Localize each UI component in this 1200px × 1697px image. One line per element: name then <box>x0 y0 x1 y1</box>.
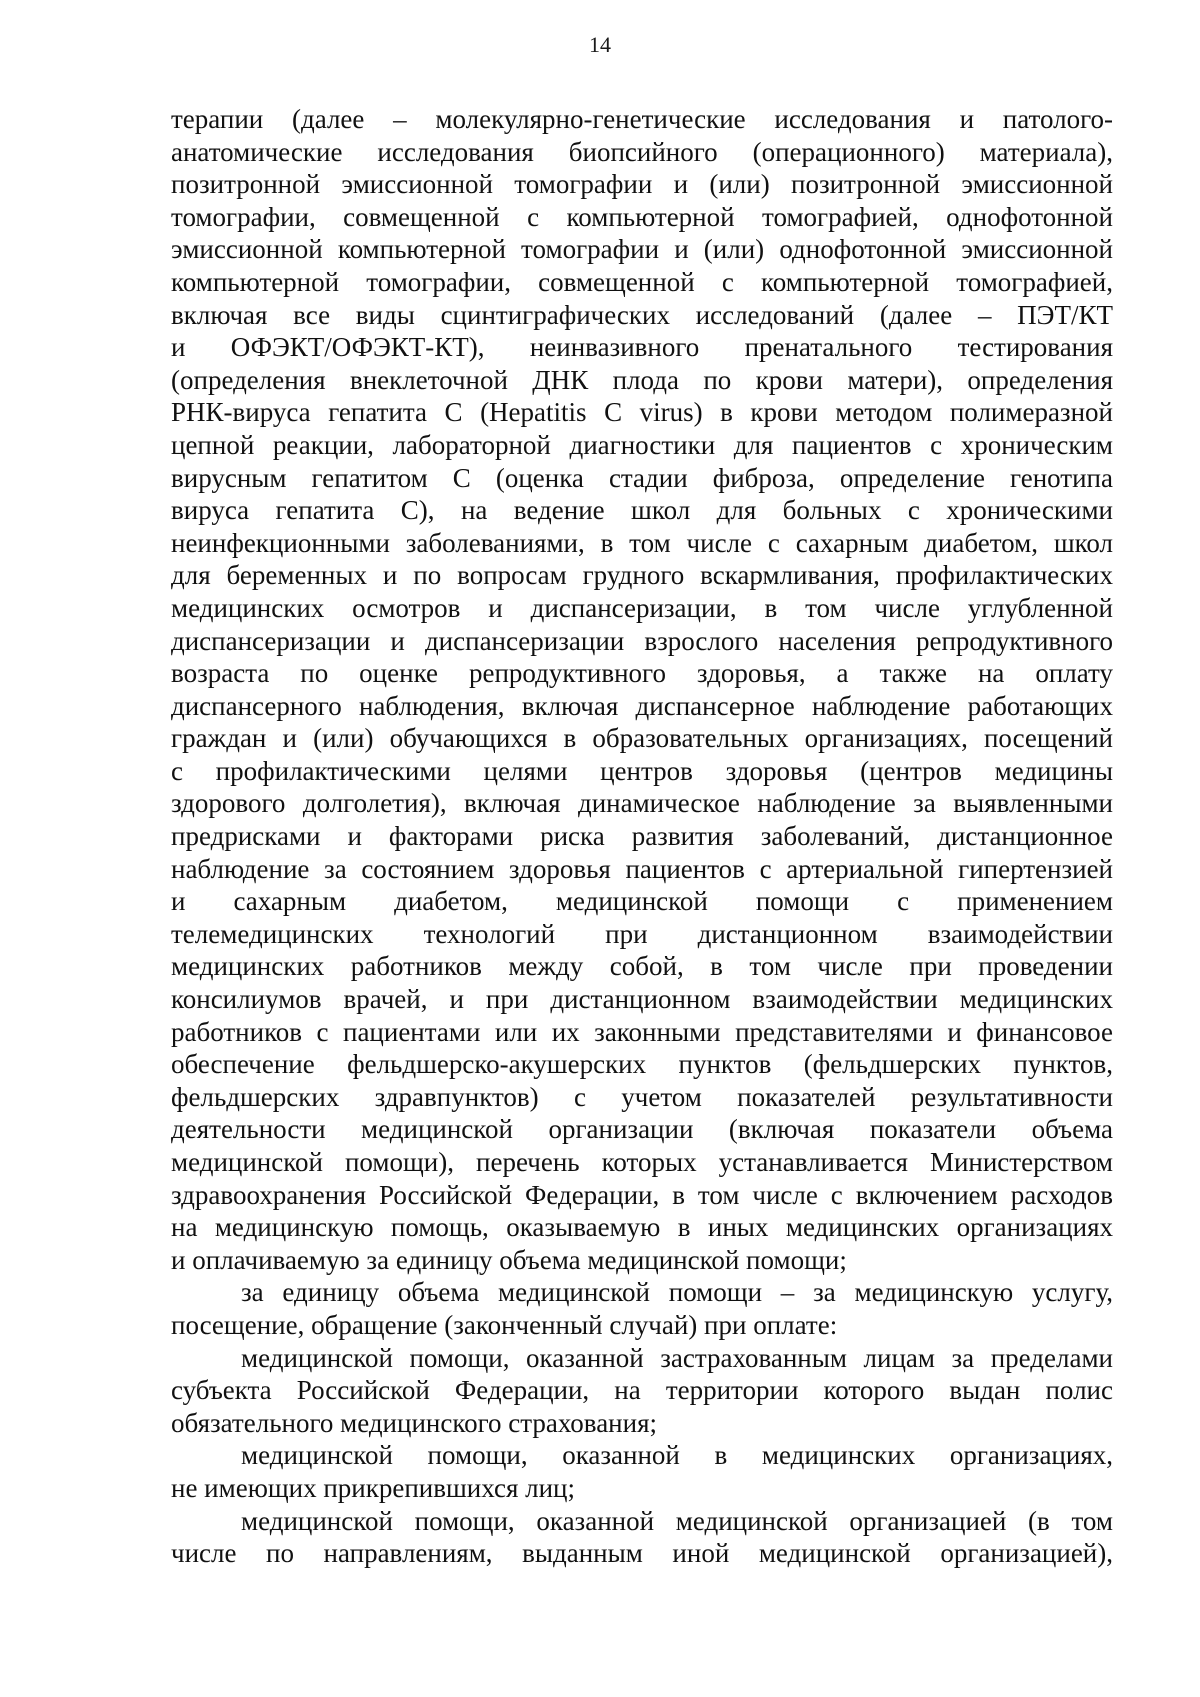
text-line: включая все виды сцинтиграфических исследований (далее – ПЭТ/КТ <box>171 299 1113 330</box>
text-line: медицинских осмотров и диспансеризации, в том числе углубленной <box>171 592 1113 623</box>
text-line: работников с пациентами или их законными представителями и финансовое <box>171 1016 1113 1047</box>
text-line: медицинской помощи, оказанной в медицинских организациях, <box>241 1440 1113 1471</box>
text-line: обеспечение фельдшерско-акушерских пунктов (фельдшерских пунктов, <box>171 1049 1113 1080</box>
text-line: эмиссионной компьютерной томографии и (или) однофотонной эмиссионной <box>171 234 1113 265</box>
text-line: и оплачиваемую за единицу объема медицинской помощи; <box>171 1244 847 1275</box>
text-line: телемедицинских технологий при дистанционном взаимодействии <box>171 918 1113 949</box>
text-line: цепной реакции, лабораторной диагностики для пациентов с хроническим <box>171 429 1113 460</box>
text-line: не имеющих прикрепившихся лиц; <box>171 1472 575 1503</box>
text-line: диспансеризации и диспансеризации взрослого населения репродуктивного <box>171 625 1113 656</box>
text-line: медицинской помощи), перечень которых устанавливается Министерством <box>171 1147 1113 1177</box>
text-line: анатомические исследования биопсийного (операционного) материала), <box>171 136 1113 167</box>
text-line: деятельности медицинской организации (включая показатели объема <box>171 1114 1113 1145</box>
text-line: диспансерного наблюдения, включая диспансерное наблюдение работающих <box>171 690 1113 721</box>
text-line: медицинской помощи, оказанной медицинской организацией (в том <box>241 1505 1113 1536</box>
text-line: здравоохранения Российской Федерации, в том числе с включением расходов <box>171 1179 1113 1210</box>
text-line: фельдшерских здравпунктов) с учетом показателей результативности <box>171 1081 1113 1112</box>
text-line: неинфекционными заболеваниями, в том числе с сахарным диабетом, школ <box>171 527 1113 558</box>
text-line: консилиумов врачей, и при дистанционном взаимодействии медицинских <box>171 984 1113 1015</box>
text-line: обязательного медицинского страхования; <box>171 1407 657 1438</box>
text-line: граждан и (или) обучающихся в образовательных организациях, посещений <box>171 723 1113 754</box>
paragraph <box>171 103 1113 1276</box>
text-line: за единицу объема медицинской помощи – за медицинскую услугу, <box>241 1277 1113 1308</box>
text-line: возраста по оценке репродуктивного здоровья, а также на оплату <box>171 658 1113 689</box>
text-line: с профилактическими целями центров здоровья (центров медицины <box>171 755 1113 786</box>
text-line: субъекта Российской Федерации, на территории которого выдан полис <box>171 1375 1113 1406</box>
paragraph <box>171 1505 1113 1570</box>
text-line: (определения внеклеточной ДНК плода по крови матери), определения <box>171 364 1113 395</box>
text-line: томографии, совмещенной с компьютерной томографией, однофотонной <box>171 201 1113 232</box>
page-number: 14 <box>589 32 611 57</box>
body-text <box>171 103 1113 1570</box>
text-line: медицинских работников между собой, в том числе при проведении <box>171 951 1113 982</box>
text-line: компьютерной томографии, совмещенной с компьютерной томографией, <box>171 266 1113 297</box>
text-line: медицинской помощи, оказанной застрахованным лицам за пределами <box>241 1342 1113 1373</box>
text-line: для беременных и по вопросам грудного вскармливания, профилактических <box>171 560 1113 591</box>
text-line: числе по направлениям, выданным иной медицинской организацией), <box>171 1538 1113 1569</box>
paragraph <box>171 1439 1113 1504</box>
text-line: вируса гепатита С), на ведение школ для больных с хроническими <box>171 495 1113 526</box>
text-line: терапии (далее – молекулярно-генетические исследования и патолого- <box>171 104 1113 134</box>
text-line: посещение, обращение (законченный случай) при оплате: <box>171 1309 838 1340</box>
text-line: вирусным гепатитом С (оценка стадии фиброза, определение генотипа <box>171 462 1113 493</box>
text-line: здорового долголетия), включая динамическое наблюдение за выявленными <box>171 788 1113 819</box>
text-line: и ОФЭКТ/ОФЭКТ-КТ), неинвазивного пренатального тестирования <box>171 332 1113 363</box>
text-line: наблюдение за состоянием здоровья пациентов с артериальной гипертензией <box>171 853 1113 884</box>
paragraph <box>171 1276 1113 1341</box>
paragraph <box>171 1342 1113 1440</box>
text-line: РНК-вируса гепатита С (Hepatitis C virus) в крови методом полимеразной <box>171 397 1113 428</box>
text-line: и сахарным диабетом, медицинской помощи с применением <box>171 886 1113 917</box>
text-line: предрисками и факторами риска развития заболеваний, дистанционное <box>171 821 1113 852</box>
text-line: позитронной эмиссионной томографии и (или) позитронной эмиссионной <box>171 169 1113 200</box>
text-line: на медицинскую помощь, оказываемую в иных медицинских организациях <box>171 1212 1113 1243</box>
